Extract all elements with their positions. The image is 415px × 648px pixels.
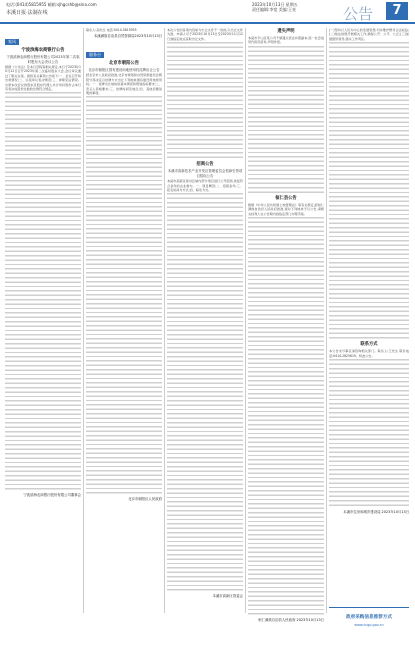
column-divider <box>326 28 327 613</box>
column-4 <box>248 28 324 623</box>
notice-signature: 宁波滨海农商银行股份有限公司董事会 <box>23 493 81 498</box>
notice-body: 本溪市高新区拟对区域内部分项目进行公开招商,欢迎符合条件的企业参与。一、项目概况;二、招商条件;三、报名时间与方式;四、联系方式。 <box>167 179 243 193</box>
notice-title: 桓仁县公告 <box>275 195 297 201</box>
text-block <box>248 216 324 616</box>
page-number: 7 <box>386 2 408 20</box>
column-tag: 服务台 <box>86 52 104 58</box>
notice-title: 遗失声明 <box>277 29 295 34</box>
notice-title: 联系方式 <box>360 342 378 348</box>
notice-body: 本溪市平山区某公司不慎遗失营业执照副本,统一社会信用代码见原件,声明作废。 <box>248 36 324 45</box>
notice-body: 本公告未尽事宜请咨询相关部门。联系人:王先生 联系电话:0414-2825619。特此公告。 <box>329 349 409 358</box>
notice-title: 招商公告 <box>196 162 214 168</box>
column-divider <box>164 28 165 613</box>
column-2 <box>86 28 162 613</box>
notice-signature: 北京市朝阳区人民政府 <box>128 497 162 502</box>
text-block <box>167 192 243 592</box>
text-block <box>329 41 409 341</box>
notice-body: 本次公告的各项内容如与出让文件不一致的,以出让文件为准。申请人可于2023年10月13日至2023年11月12日到指定地点获取出让文件。 <box>167 28 243 41</box>
notice-signature: 本溪市住房和城乡建设局 2023年10月13日 <box>343 510 409 515</box>
header-contact: 电话:(0414)5815955 邮箱:sjhgcshb@sina.com <box>6 2 97 7</box>
notice-body: 根据《中华人民共和国土地管理法》等有关规定,经桓仁满族自治县人民政府批准,现对下列地块予以公告,请相关权利人在公告期内到指定部门办理手续。 <box>248 202 324 216</box>
notice-body: 根据《公司法》及本行章程等相关规定,本行于2023年10月12日召开2023年第二次临时股东大会,会议审议通过了相关议案。现将有关事项公告如下:一、会议召开和出席情况;二、议案审议表决情况;三、律师见证情况。出席本次会议的股东及股东代理人共计所持股份占本行有表决权股份总数的比例符合规定。 <box>5 65 81 92</box>
column-1 <box>5 28 81 613</box>
text-block <box>248 45 324 195</box>
header-brand: 本溪日报·法制在线 <box>6 10 48 16</box>
notice-body: 联系人:高先生 电话:0414-5815955 <box>86 28 137 32</box>
column-divider <box>245 28 246 613</box>
notice-subtitle: 北京市朝阳区国有建设用地使用权挂牌出让公告 <box>88 68 160 73</box>
notice-signature: 本溪市高新区管委会 <box>212 594 243 599</box>
header-date-text: 2023年10月13日 星期五 <box>252 2 298 7</box>
notice-subtitle: 宁波滨海农商银行股份有限公司2023年第二次临时股东大会决议公告 <box>6 55 80 64</box>
notice-body: 经北京市人民政府批准,北京市规划和自然资源委员会朝阳分局决定以挂牌方式出让下列地块国有建设用地使用权。一、挂牌出让地块的基本情况和规划指标要求;二、竞买人资格要求;三、挂牌时间及地点;四、其他需要说明的事项。 <box>86 73 162 96</box>
notice-signature: 桓仁满族自治县人民政府 2023年10月13日 <box>258 618 324 623</box>
column-5 <box>329 28 409 603</box>
notice-title: 北京市朝阳公告 <box>108 61 140 67</box>
header-editor: 责任编辑:李宽 美编:王亮 <box>252 7 296 12</box>
banner-url[interactable]: www.ccgp.gov.cn <box>354 623 384 627</box>
notice-title: 宁波滨海农商银行公告 <box>21 48 65 53</box>
column-divider <box>83 28 84 613</box>
text-block <box>5 91 81 491</box>
column-3 <box>167 28 243 613</box>
text-block <box>86 95 162 495</box>
text-block <box>329 358 409 508</box>
notice-signature: 本溪满族自治县自然资源局2023年10月13日 <box>93 34 162 39</box>
text-block <box>167 41 243 161</box>
column-tag: 家风 <box>5 39 19 45</box>
section-title: 公告 <box>343 5 374 23</box>
banner-title: 政府采购信息推荐方式 <box>346 615 392 620</box>
bottom-banner <box>329 607 409 644</box>
notice-subtitle: 本溪市高新技术产业开发区管理委员会招商引资项目招标公告 <box>167 169 243 179</box>
page-header <box>0 0 415 24</box>
notice-body: (一)坚持以人民为中心的发展思想,切实维护群众合法权益;(二)依法依规开展相关工作,确保公开、公平、公正;(三)加强组织领导,落实工作责任。 <box>329 28 409 41</box>
